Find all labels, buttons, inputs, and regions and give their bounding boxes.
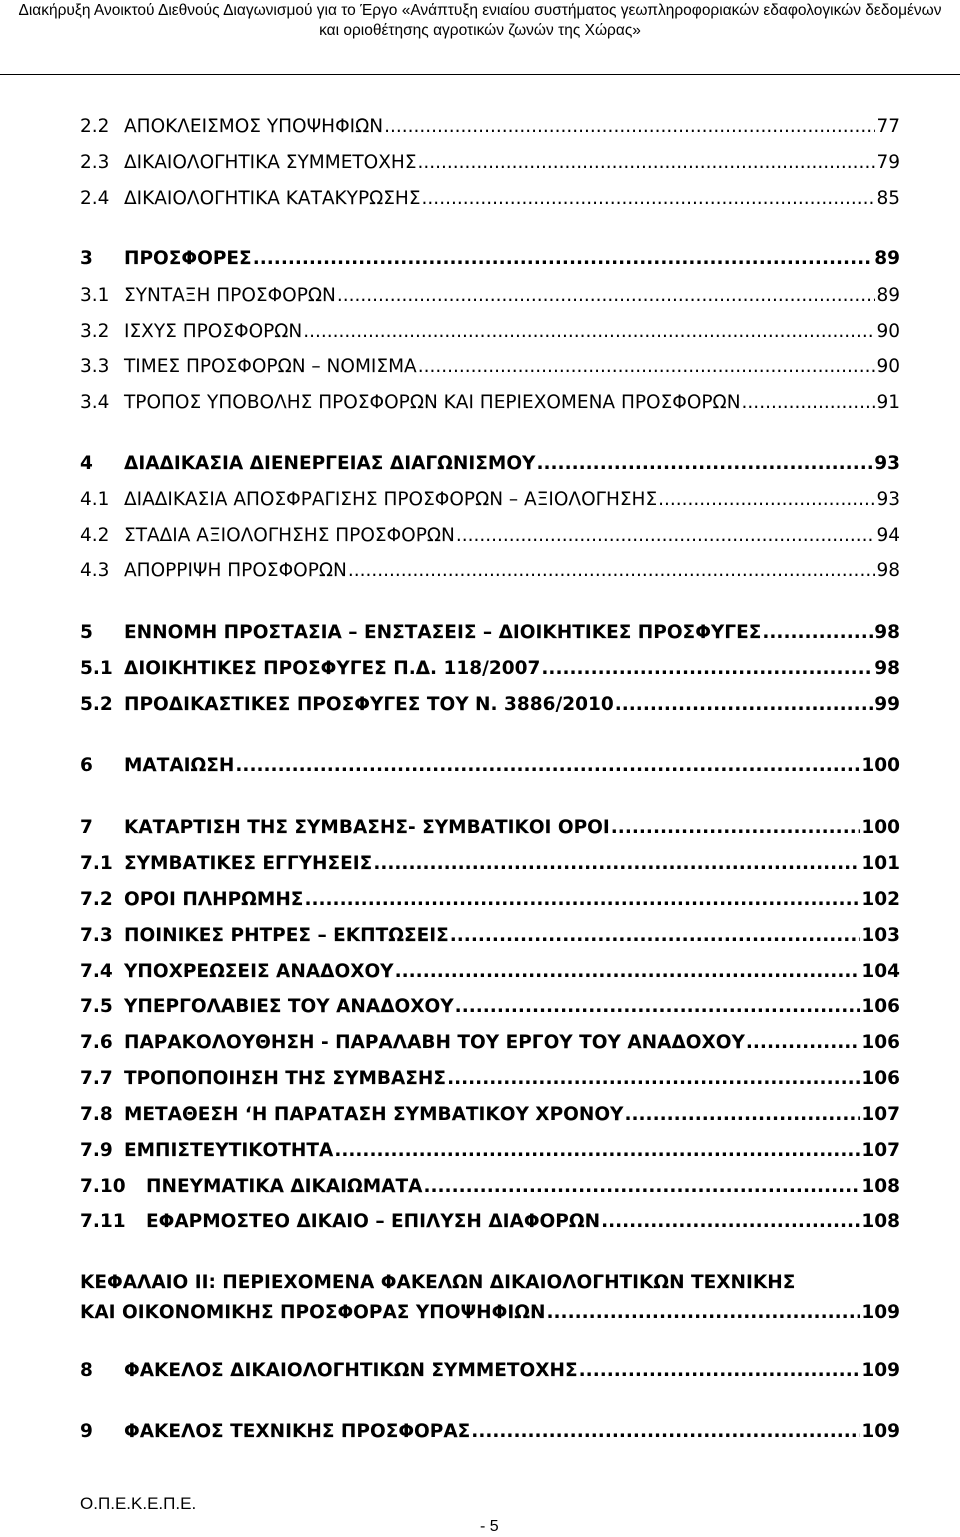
toc-entry[interactable] (80, 281, 900, 311)
toc-page: 94 (876, 525, 900, 546)
toc-page: 98 (876, 560, 900, 581)
chapter-title-line-2-row (80, 1298, 900, 1328)
toc-entry[interactable] (80, 1136, 900, 1166)
chapter-title-line-1: ΚΕΦΑΛΑΙΟ ΙΙ: ΠΕΡΙΕΧΟΜΕΝΑ ΦΑΚΕΛΩΝ ΔΙΚΑΙΟΛΟΓΗΤΙΚΩΝ ΤΕΧΝΙΚΗΣ (80, 1272, 796, 1293)
toc-title: ΥΠΕΡΓΟΛΑΒΙΕΣ ΤΟΥ ΑΝΑΔΟΧΟΥ (124, 996, 454, 1017)
toc-number: 7.9 (80, 1140, 113, 1161)
toc-entry[interactable] (80, 618, 900, 648)
toc-page: 107 (861, 1140, 900, 1161)
toc-number: 5 (80, 622, 93, 643)
dot-leader (348, 556, 876, 586)
toc-title: ΠΡΟΣΦΟΡΕΣ (124, 248, 252, 269)
toc-entry[interactable] (80, 992, 900, 1022)
toc-page: 100 (861, 817, 900, 838)
toc-number: 7.7 (80, 1068, 113, 1089)
toc-title: ΑΠΟΡΡΙΨΗ ΠΡΟΣΦΟΡΩΝ (124, 560, 347, 581)
toc-page: 102 (861, 889, 900, 910)
dot-leader (418, 352, 876, 382)
toc-entry[interactable] (80, 1064, 900, 1094)
dot-leader (303, 317, 875, 347)
toc-page: 89 (876, 285, 900, 306)
dot-leader (447, 1064, 860, 1094)
toc-entry[interactable] (80, 849, 900, 879)
toc-entry[interactable] (80, 921, 900, 951)
toc-entry[interactable] (80, 813, 900, 843)
toc-page: 103 (861, 925, 900, 946)
dot-leader (547, 1298, 861, 1328)
toc-title: ΦΑΚΕΛΟΣ ΔΙΚΑΙΟΛΟΓΗΤΙΚΩΝ ΣΥΜΜΕΤΟΧΗΣ (124, 1360, 578, 1381)
toc-entry[interactable] (80, 1417, 900, 1447)
toc-number: 7.10 (80, 1176, 126, 1197)
toc-number: 5.2 (80, 694, 113, 715)
chapter-title-line-2: ΚΑΙ ΟΙΚΟΝΟΜΙΚΗΣ ΠΡΟΣΦΟΡΑΣ ΥΠΟΨΗΦΙΩΝ (80, 1302, 546, 1323)
toc-number: 2.3 (80, 152, 110, 173)
dot-leader (456, 521, 876, 551)
toc-page: 93 (876, 489, 900, 510)
toc-page: 104 (861, 961, 900, 982)
dot-leader (450, 921, 861, 951)
dot-leader (624, 1100, 860, 1130)
toc-number: 6 (80, 755, 93, 776)
toc-number: 3.4 (80, 392, 110, 413)
toc-title: ΔΙΚΑΙΟΛΟΓΗΤΙΚΑ ΚΑΤΑΚΥΡΩΣΗΣ (124, 188, 421, 209)
toc-title: ΠΟΙΝΙΚΕΣ ΡΗΤΡΕΣ – ΕΚΠΤΩΣΕΙΣ (124, 925, 449, 946)
toc-title: ΠΑΡΑΚΟΛΟΥΘΗΣΗ - ΠΑΡΑΛΑΒΗ ΤΟΥ ΕΡΓΟΥ ΤΟΥ ΑΝΑΔΟΧΟΥ (124, 1032, 745, 1053)
toc-title: ΕΝΝΟΜΗ ΠΡΟΣΤΑΣΙΑ – ΕΝΣΤΑΣΕΙΣ – ΔΙΟΙΚΗΤΙΚΕΣ ΠΡΟΣΦΥΓΕΣ (124, 622, 762, 643)
toc-number: 9 (80, 1421, 93, 1442)
toc-entry[interactable] (80, 1100, 900, 1130)
dot-leader (536, 449, 873, 479)
dot-leader (423, 1172, 860, 1202)
toc-page: 108 (861, 1211, 900, 1232)
toc-page: 89 (874, 248, 900, 269)
toc-page: 101 (861, 853, 900, 874)
dot-leader (334, 1136, 860, 1166)
toc-title: ΔΙΚΑΙΟΛΟΓΗΤΙΚΑ ΣΥΜΜΕΤΟΧΗΣ (124, 152, 417, 173)
toc-number: 2.4 (80, 188, 110, 209)
toc-number: 3 (80, 248, 93, 269)
dot-leader (762, 618, 873, 648)
toc-page: 90 (876, 356, 900, 377)
toc-number: 4.3 (80, 560, 110, 581)
toc-title: ΣΤΑΔΙΑ ΑΞΙΟΛΟΓΗΣΗΣ ΠΡΟΣΦΟΡΩΝ (124, 525, 455, 546)
toc-number: 3.2 (80, 321, 110, 342)
toc-number: 4 (80, 453, 93, 474)
toc-entry[interactable] (80, 957, 900, 987)
toc-page: 93 (874, 453, 900, 474)
chapter-heading[interactable] (80, 1268, 900, 1328)
toc-title: ΑΠΟΚΛΕΙΣΜΟΣ ΥΠΟΨΗΦΙΩΝ (124, 116, 384, 137)
toc-page: 90 (876, 321, 900, 342)
header-line-2: και οριοθέτησης αγροτικών ζωνών της Χώρας» (319, 22, 641, 39)
toc-entry[interactable] (80, 244, 900, 274)
toc-title: ΥΠΟΧΡΕΩΣΕΙΣ ΑΝΑΔΟΧΟΥ (124, 961, 394, 982)
toc-number: 7.1 (80, 853, 113, 874)
dot-leader (384, 112, 875, 142)
toc-entry[interactable] (80, 148, 900, 178)
toc-title: ΣΥΝΤΑΞΗ ΠΡΟΣΦΟΡΩΝ (124, 285, 336, 306)
toc-title: ΣΥΜΒΑΤΙΚΕΣ ΕΓΓΥΗΣΕΙΣ (124, 853, 373, 874)
toc-number: 7.6 (80, 1032, 113, 1053)
dot-leader (471, 1417, 860, 1447)
toc-number: 4.2 (80, 525, 110, 546)
toc-entry[interactable] (80, 1207, 900, 1237)
toc-number: 7.5 (80, 996, 113, 1017)
dot-leader (422, 184, 876, 214)
toc-page: 106 (861, 1032, 900, 1053)
toc-number: 7.11 (80, 1211, 126, 1232)
toc-page: 109 (861, 1421, 900, 1442)
footer-page-number: - 5 (480, 1518, 499, 1535)
toc-entry[interactable] (80, 388, 900, 418)
running-header (0, 0, 960, 75)
toc-entry[interactable] (80, 317, 900, 347)
toc-page: 107 (861, 1104, 900, 1125)
toc-entry[interactable] (80, 885, 900, 915)
toc-title: ΠΝΕΥΜΑΤΙΚΑ ΔΙΚΑΙΩΜΑΤΑ (146, 1176, 423, 1197)
toc-entry[interactable] (80, 751, 900, 781)
toc-page: 79 (876, 152, 900, 173)
dot-leader (253, 244, 874, 274)
dot-leader (742, 388, 876, 418)
dot-leader (601, 1207, 860, 1237)
toc-number: 7.3 (80, 925, 113, 946)
toc-title: ΤΡΟΠΟΠΟΙΗΣΗ ΤΗΣ ΣΥΜΒΑΣΗΣ (124, 1068, 447, 1089)
toc-number: 2.2 (80, 116, 110, 137)
toc-title: ΜΕΤΑΘΕΣΗ ‘Η ΠΑΡΑΤΑΣΗ ΣΥΜΒΑΤΙΚΟΥ ΧΡΟΝΟΥ (124, 1104, 624, 1125)
toc-number: 3.1 (80, 285, 110, 306)
toc-title: ΕΦΑΡΜΟΣΤΕΟ ΔΙΚΑΙΟ – ΕΠΙΛΥΣΗ ΔΙΑΦΟΡΩΝ (146, 1211, 601, 1232)
toc-number: 5.1 (80, 658, 113, 679)
toc-title: ΟΡΟΙ ΠΛΗΡΩΜΗΣ (124, 889, 304, 910)
toc-page: 99 (874, 694, 900, 715)
header-line-1: Διακήρυξη Ανοικτού Διεθνούς Διαγωνισμού για το Έργο «Ανάπτυξη ενιαίου συστήματος γεωπληροφοριακών εδαφολογικών δεδομένων (18, 2, 942, 19)
toc-title: ΠΡΟΔΙΚΑΣΤΙΚΕΣ ΠΡΟΣΦΥΓΕΣ ΤΟΥ Ν. 3886/2010 (124, 694, 614, 715)
dot-leader (235, 751, 860, 781)
toc-page: 98 (874, 658, 900, 679)
toc-page: 109 (861, 1360, 900, 1381)
toc-page: 108 (861, 1176, 900, 1197)
toc-number: 3.3 (80, 356, 110, 377)
toc-page: 106 (861, 996, 900, 1017)
toc-title: ΕΜΠΙΣΤΕΥΤΙΚΟΤΗΤΑ (124, 1140, 334, 1161)
toc-entry[interactable] (80, 690, 900, 720)
footer-organization: Ο.Π.Ε.Κ.Ε.Π.Ε. (80, 1494, 197, 1513)
toc-title: ΔΙΑΔΙΚΑΣΙΑ ΔΙΕΝΕΡΓΕΙΑΣ ΔΙΑΓΩΝΙΣΜΟΥ (124, 453, 536, 474)
toc-number: 4.1 (80, 489, 110, 510)
toc-entry[interactable] (80, 654, 900, 684)
toc-page: 85 (876, 188, 900, 209)
toc-title: ΦΑΚΕΛΟΣ ΤΕΧΝΙΚΗΣ ΠΡΟΣΦΟΡΑΣ (124, 1421, 471, 1442)
toc-page: 77 (876, 116, 900, 137)
dot-leader (658, 485, 875, 515)
toc-entry[interactable] (80, 556, 900, 586)
dot-leader (304, 885, 860, 915)
toc-entry[interactable] (80, 449, 900, 479)
toc-entry[interactable] (80, 352, 900, 382)
toc-entry[interactable] (80, 112, 900, 142)
dot-leader (611, 813, 861, 843)
dot-leader (395, 957, 861, 987)
dot-leader (455, 992, 861, 1022)
toc-number: 8 (80, 1360, 93, 1381)
toc-entry[interactable] (80, 1028, 900, 1058)
dot-leader (373, 849, 860, 879)
toc-title: ΔΙΟΙΚΗΤΙΚΕΣ ΠΡΟΣΦΥΓΕΣ Π.Δ. 118/2007 (124, 658, 541, 679)
toc-page: 100 (861, 755, 900, 776)
dot-leader (541, 654, 873, 684)
toc-title: ΙΣΧΥΣ ΠΡΟΣΦΟΡΩΝ (124, 321, 303, 342)
toc-entry[interactable] (80, 521, 900, 551)
toc-entry[interactable] (80, 184, 900, 214)
toc-page: 98 (874, 622, 900, 643)
toc-number: 7.8 (80, 1104, 113, 1125)
dot-leader (746, 1028, 861, 1058)
toc-entry[interactable] (80, 1172, 900, 1202)
toc-title: ΤΡΟΠΟΣ ΥΠΟΒΟΛΗΣ ΠΡΟΣΦΟΡΩΝ ΚΑΙ ΠΕΡΙΕΧΟΜΕΝΑ ΠΡΟΣΦΟΡΩΝ (124, 392, 741, 413)
toc-title: ΤΙΜΕΣ ΠΡΟΣΦΟΡΩΝ – ΝΟΜΙΣΜΑ (124, 356, 417, 377)
toc-number: 7 (80, 817, 93, 838)
toc-title: ΚΑΤΑΡΤΙΣΗ ΤΗΣ ΣΥΜΒΑΣΗΣ- ΣΥΜΒΑΤΙΚΟΙ ΟΡΟΙ (124, 817, 610, 838)
toc-title: ΔΙΑΔΙΚΑΣΙΑ ΑΠΟΣΦΡΑΓΙΣΗΣ ΠΡΟΣΦΟΡΩΝ – ΑΞΙΟΛΟΓΗΣΗΣ (124, 489, 658, 510)
toc-page: 106 (861, 1068, 900, 1089)
dot-leader (615, 690, 874, 720)
toc-entry[interactable] (80, 485, 900, 515)
toc-number: 7.4 (80, 961, 113, 982)
toc-page: 109 (861, 1302, 900, 1323)
dot-leader (579, 1356, 861, 1386)
toc-number: 7.2 (80, 889, 113, 910)
dot-leader (337, 281, 876, 311)
toc-title: ΜΑΤΑΙΩΣΗ (124, 755, 235, 776)
toc-entry[interactable] (80, 1356, 900, 1386)
dot-leader (418, 148, 876, 178)
toc-page: 91 (876, 392, 900, 413)
